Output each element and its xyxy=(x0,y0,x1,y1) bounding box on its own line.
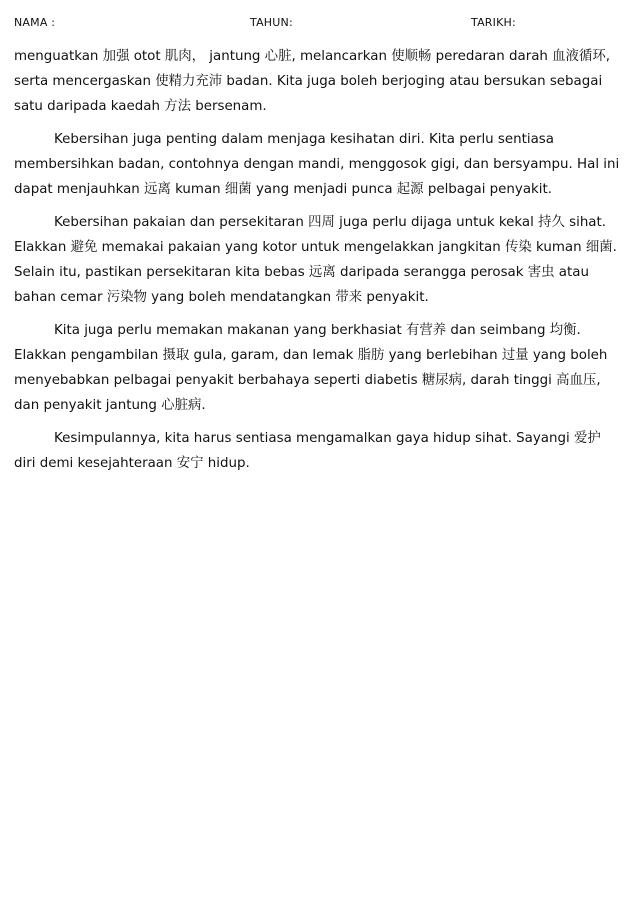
essay-body xyxy=(14,44,626,484)
paragraph-5: Kesimpulannya, kita harus sentiasa mengamalkan gaya hidup sihat. Sayangi 爱护 diri demi kesejahteraan 安宁 hidup. xyxy=(14,431,601,471)
paragraph-3: Kebersihan pakaian dan persekitaran 四周 juga perlu dijaga untuk kekal 持久 sihat. Elakkan 避免 memakai pakaian yang kotor untuk mengelakkan jangkitan 传染 kuman 细菌. Selain itu, pastikan persekitaran kita bebas 远离 daripada serangga perosak 害虫 atau bahan cemar 污染物 yang boleh mendatangkan 带来 penyakit. xyxy=(14,215,617,305)
paragraph-4: Kita juga perlu memakan makanan yang berkhasiat 有营养 dan seimbang 均衡. Elakkan pengambilan 摄取 gula, garam, dan lemak 脂肪 yang berlebihan 过量 yang boleh menyebabkan pelbagai penyakit berbahaya seperti diabetis 糖尿病, darah tinggi 高血压, dan penyakit jantung 心脏病. xyxy=(14,323,608,413)
year-label: TAHUN: xyxy=(250,16,293,29)
paragraph-1: menguatkan 加强 otot 肌肉， jantung 心脏, melancarkan 使顺畅 peredaran darah 血液循环, serta mencergaskan 使精力充沛 badan. Kita juga boleh berjoging atau bersukan sebagai satu daripada kaedah 方法 bersenam. xyxy=(14,49,610,114)
paragraph-2: Kebersihan juga penting dalam menjaga kesihatan diri. Kita perlu sentiasa membersihkan badan, contohnya dengan mandi, menggosok gigi, dan bersyampu. Hal ini dapat menjauhkan 远离 kuman 细菌 yang menjadi punca 起源 pelbagai penyakit. xyxy=(14,132,620,197)
name-label: NAMA : xyxy=(14,16,56,29)
date-label: TARIKH: xyxy=(471,16,516,29)
worksheet-header xyxy=(0,16,638,32)
